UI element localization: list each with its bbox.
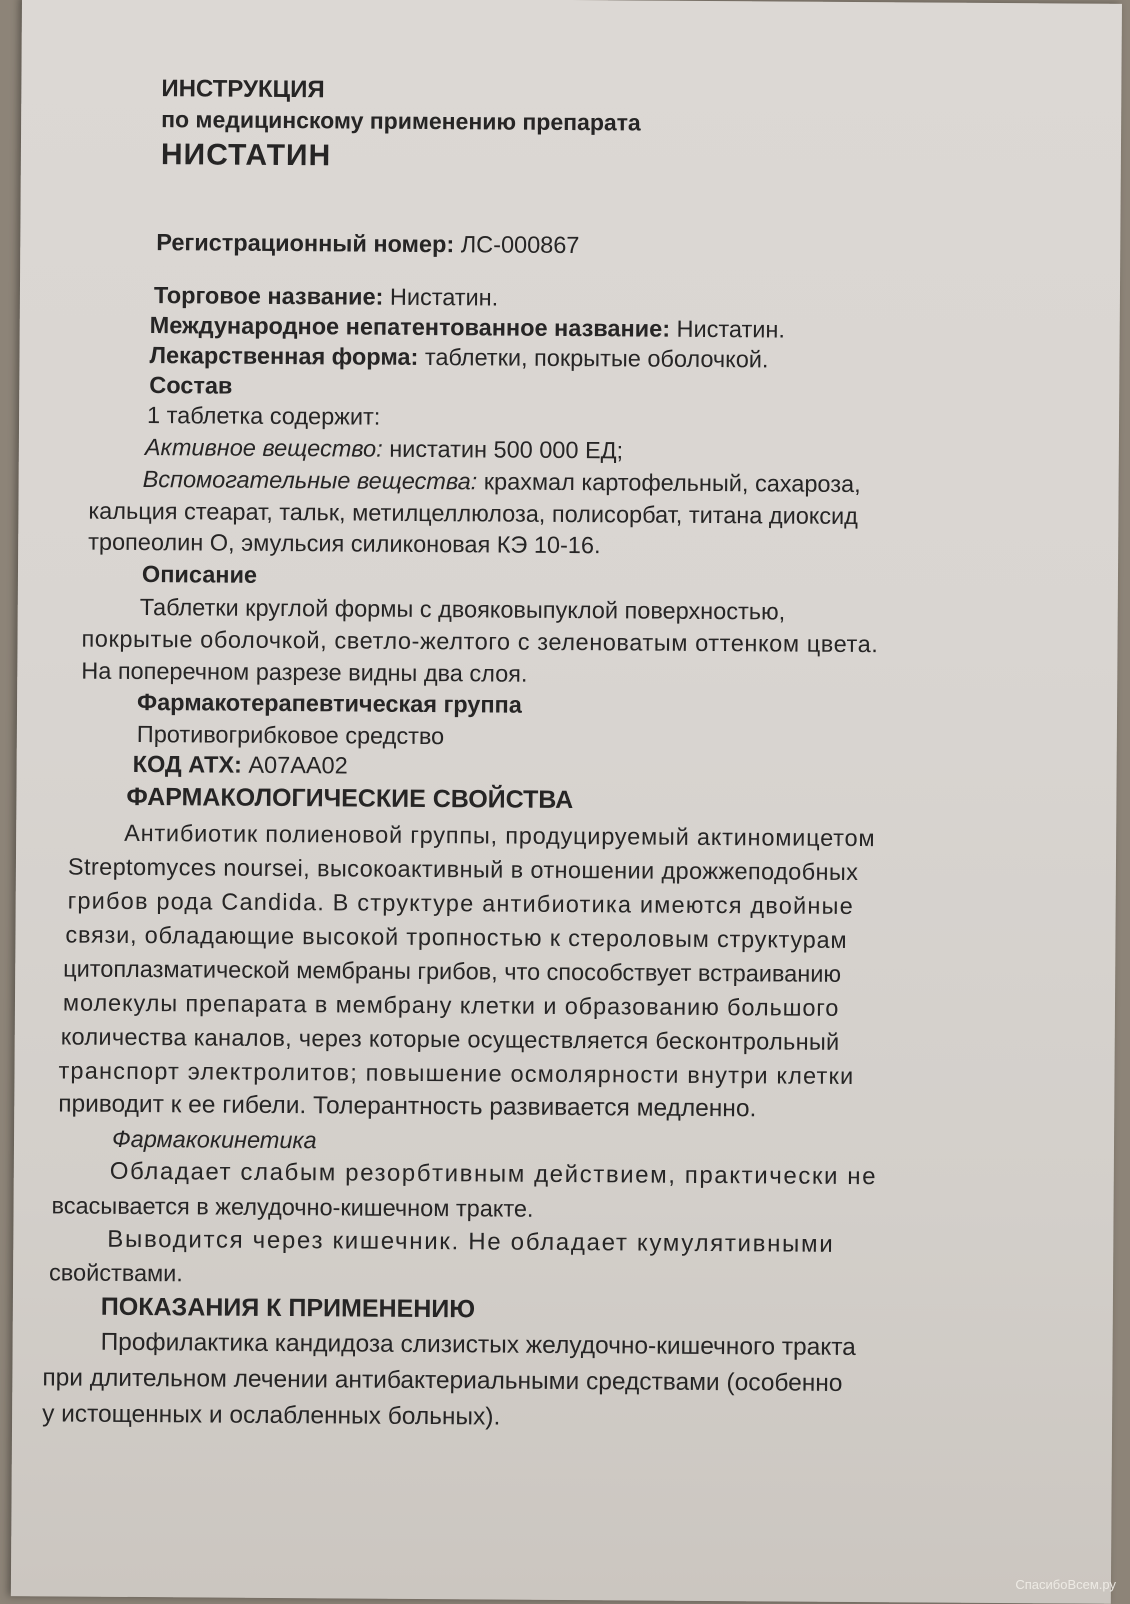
description-line-3: На поперечном разрезе видны два слоя. (81, 657, 528, 687)
atc-line (133, 750, 348, 780)
inn-label: Международное непатентованное название: (149, 312, 671, 342)
registration-label: Регистрационный номер: (156, 229, 455, 258)
pharm-group-value: Противогрибковое средство (136, 720, 445, 750)
inn-line (150, 311, 785, 343)
excipients-line-2: кальция стеарат, тальк, метилцеллюлоза, полисорбат, титана диоксид (88, 497, 859, 530)
excipients-line-1 (143, 465, 861, 498)
pharmacokinetics-heading: Фармакокинетика (111, 1125, 317, 1154)
indications-heading: ПОКАЗАНИЯ К ПРИМЕНЕНИЮ (100, 1292, 476, 1324)
pharmacology-line-6: молекулы препарата в мембрану клетки и образованию большого (62, 989, 840, 1021)
excipients-line-3: тропеолин О, эмульсия силиконовая КЭ 10-16. (88, 528, 601, 559)
excipients-value: крахмал картофельный, сахароза, (483, 468, 861, 498)
site-watermark: СпасибоВсем.ру (1015, 1577, 1116, 1592)
trade-name-line (154, 281, 499, 311)
pharmacokinetics-line-1: Обладает слабым резорбтивным действием, практически не (109, 1157, 878, 1191)
composition-heading: Состав (149, 372, 233, 399)
pharmacokinetics-line-3: Выводится через кишечник. Не обладает кумулятивными (107, 1225, 835, 1258)
indications-line-1: Профилактика кандидоза слизистых желудочно-кишечного тракта (100, 1328, 856, 1362)
pharmacology-line-2: Streptomyces noursei, высокоактивный в отношении дрожжеподобных (67, 853, 859, 886)
pharm-group-heading: Фармакотерапевтическая группа (136, 688, 522, 718)
excipients-label: Вспомогательные вещества: (142, 466, 478, 495)
inn-value: Нистатин. (676, 315, 786, 343)
active-substance-line (145, 433, 623, 464)
document-subtitle: по медицинскому применению препарата (161, 106, 641, 136)
pharmacology-line-8: транспорт электролитов; повышение осмолярности внутри клетки (58, 1057, 855, 1089)
atc-label: КОД АТХ: (132, 750, 242, 778)
drug-name: НИСТАТИН (160, 138, 332, 173)
pharmacology-line-1: Антибиотик полиеновой группы, продуцируемый актиномицетом (124, 819, 876, 852)
atc-value: А07АА02 (248, 751, 348, 779)
instruction-sheet (11, 0, 1122, 1604)
composition-intro: 1 таблетка содержит: (147, 402, 381, 430)
pharmacology-line-3: грибов рода Candida. В структуре антибиотика имеются двойные (67, 887, 855, 919)
registration-value: ЛС-000867 (460, 231, 580, 259)
trade-name-value: Нистатин. (389, 283, 499, 311)
trade-name-label: Торговое название: (153, 282, 384, 310)
pharmacokinetics-line-2: всасывается в желудочно-кишечном тракте. (51, 1192, 534, 1222)
pharmacology-line-5: цитоплазматической мембраны грибов, что способствует встраиванию (63, 955, 842, 987)
form-label: Лекарственная форма: (149, 342, 419, 370)
pharmacokinetics-line-4: свойствами. (49, 1259, 183, 1287)
indications-line-2: при длительном лечении антибактериальными средствами (особенно (42, 1364, 843, 1397)
pharmacology-heading: ФАРМАКОЛОГИЧЕСКИЕ СВОЙСТВА (126, 782, 574, 815)
form-value: таблетки, покрытые оболочкой. (424, 343, 769, 373)
description-line-2: покрытые оболочкой, светло-желтого с зеленоватым оттенком цвета. (81, 625, 879, 658)
pharmacology-line-4: связи, обладающие высокой тропностью к стероловым структурам (65, 921, 848, 953)
description-line-1: Таблетки круглой формы с двояковыпуклой поверхностью, (139, 593, 786, 625)
pharmacology-line-9: приводит к ее гибели. Толерантность развивается медленно. (58, 1090, 757, 1123)
pharmacology-line-7: количества каналов, через которые осуществляется бесконтрольный (60, 1023, 840, 1055)
registration-line (156, 228, 579, 259)
document-text (11, 0, 1122, 1604)
form-line (149, 341, 768, 373)
active-label: Активное вещество: (144, 434, 383, 462)
document-title: ИНСТРУКЦИЯ (161, 75, 325, 104)
indications-line-3: у истощенных и ослабленных больных). (42, 1400, 501, 1431)
active-value: нистатин 500 000 ЕД; (389, 435, 624, 464)
description-heading: Описание (141, 561, 258, 588)
